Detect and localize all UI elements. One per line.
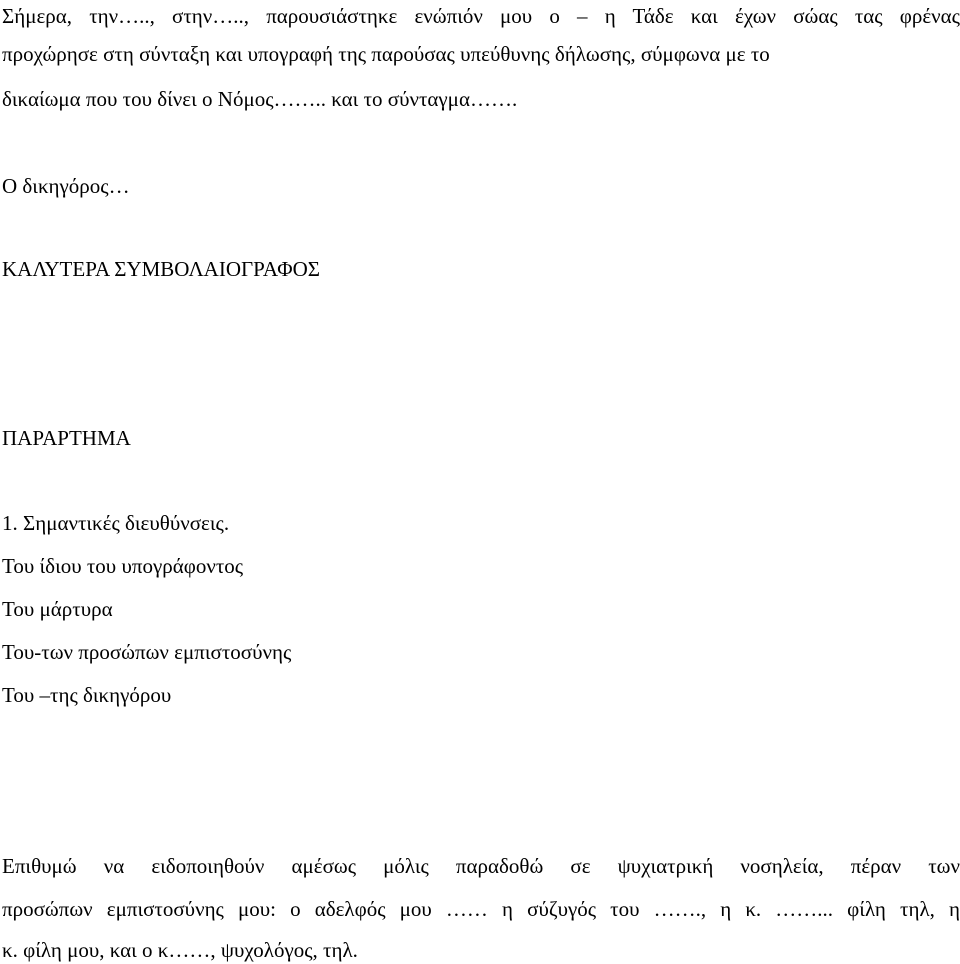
closing-notary-line: ΚΑΛΥΤΕΡΑ ΣΥΜΒΟΛΑΙΟΓΡΑΦΟΣ [2,257,320,281]
appendix-section-1-heading: 1. Σημαντικές διευθύνσεις. [2,511,230,535]
appendix-item: Του ίδιου του υπογράφοντος [2,554,244,578]
intro-line-1: Σήμερα, την….., στην….., παρουσιάστηκε ενώπιόν μου ο – η Τάδε και έχων σώας τας φρένας [2,4,960,28]
wish-line-2: προσώπων εμπιστοσύνης μου: ο αδελφός μου …… η σύζυγός του ……., η κ. ……... φίλη τηλ, η [2,897,960,921]
lawyer-signature-line: Ο δικηγόρος… [2,174,130,198]
appendix-item: Του μάρτυρα [2,597,113,621]
intro-line-3: δικαίωμα που του δίνει ο Νόμος…….. και το σύνταγμα……. [2,87,518,111]
appendix-title: ΠΑΡΑΡΤΗΜΑ [2,426,131,450]
wish-line-1: Επιθυμώ να ειδοποιηθούν αμέσως μόλις παραδοθώ σε ψυχιατρική νοσηλεία, πέραν των [2,854,960,878]
wish-line-3: κ. φίλη μου, και ο κ……, ψυχολόγος, τηλ. [2,938,358,962]
appendix-item: Του-των προσώπων εμπιστοσύνης [2,640,292,664]
intro-line-2: προχώρησε στη σύνταξη και υπογραφή της παρούσας υπεύθυνης δήλωσης, σύμφωνα με το [2,42,770,66]
appendix-item: Του –της δικηγόρου [2,683,172,707]
